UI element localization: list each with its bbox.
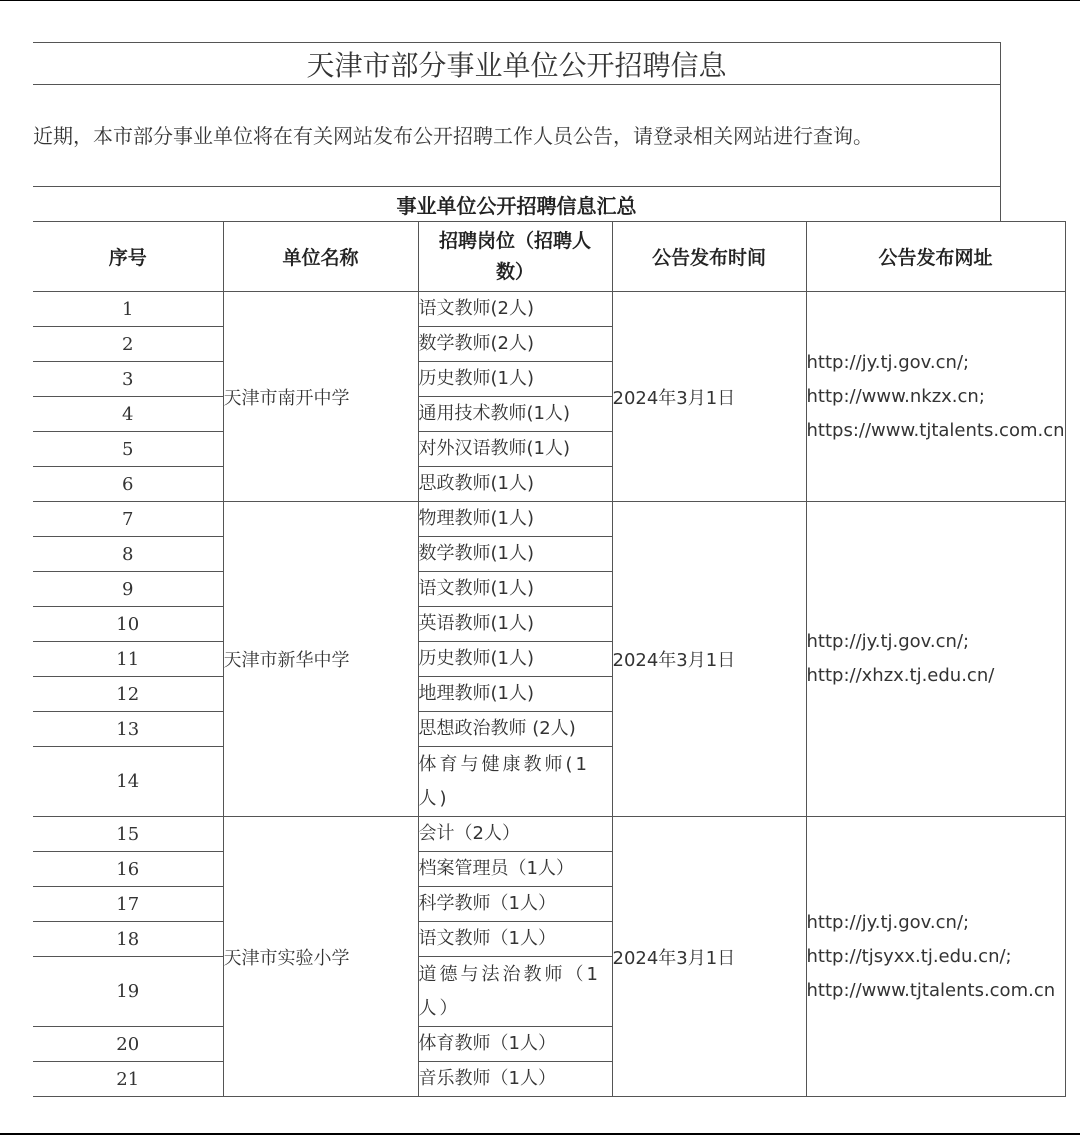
row-number: 15 [33,817,223,852]
position-cell: 对外汉语教师(1人) [418,432,612,467]
page-title: 天津市部分事业单位公开招聘信息 [33,42,1001,85]
row-number: 2 [33,327,223,362]
table-header-row [33,222,1065,292]
announcement-link[interactable]: http://jy.tj.gov.cn/; [806,351,970,373]
announcement-link[interactable]: http://www.nkzx.cn; [806,385,985,407]
position-cell: 语文教师(2人) [418,292,612,327]
row-number: 4 [33,397,223,432]
row-number: 16 [33,852,223,887]
position-cell: 历史教师(1人) [418,642,612,677]
position-cell: 道德与法治教师（1人） [418,957,612,1027]
position-cell: 英语教师(1人) [418,607,612,642]
announcement-link[interactable]: http://tjsyxx.tj.edu.cn/; [806,945,1012,967]
unit-name: 天津市新华中学 [223,502,418,817]
table-row [33,817,1065,852]
announcement-link[interactable]: http://www.tjtalents.com.cn [806,979,1056,1001]
announcement-link[interactable]: http://jy.tj.gov.cn/; [806,911,970,933]
row-number: 18 [33,922,223,957]
unit-name: 天津市南开中学 [223,292,418,502]
publish-urls [806,502,1065,817]
row-number: 8 [33,537,223,572]
row-number: 21 [33,1062,223,1097]
publish-date: 2024年3月1日 [612,502,806,817]
row-number: 17 [33,887,223,922]
bottom-border [0,1133,1080,1135]
row-number: 7 [33,502,223,537]
unit-name: 天津市实验小学 [223,817,418,1097]
publish-date: 2024年3月1日 [612,292,806,502]
top-border [0,0,1080,1]
table-body [33,292,1065,1097]
publish-date: 2024年3月1日 [612,817,806,1097]
position-cell: 历史教师(1人) [418,362,612,397]
row-number: 3 [33,362,223,397]
row-number: 20 [33,1027,223,1062]
position-cell: 物理教师(1人) [418,502,612,537]
table-row [33,292,1065,327]
header-unit: 单位名称 [223,222,418,292]
url-list [807,625,1065,693]
row-number: 10 [33,607,223,642]
publish-urls [806,817,1065,1097]
position-cell: 体育教师（1人） [418,1027,612,1062]
row-number: 9 [33,572,223,607]
position-cell: 体育与健康教师(1人) [418,747,612,817]
header-position: 招聘岗位（招聘人数） [418,222,612,292]
position-cell: 地理教师(1人) [418,677,612,712]
position-cell: 科学教师（1人） [418,887,612,922]
position-cell: 数学教师(1人) [418,537,612,572]
row-number: 12 [33,677,223,712]
header-url: 公告发布网址 [806,222,1065,292]
position-cell: 音乐教师（1人） [418,1062,612,1097]
position-cell: 语文教师(1人) [418,572,612,607]
header-no: 序号 [33,222,223,292]
position-cell: 思想政治教师 (2人) [418,712,612,747]
recruitment-table [33,221,1066,1097]
row-number: 14 [33,747,223,817]
intro-paragraph: 近期，本市部分事业单位将在有关网站发布公开招聘工作人员公告，请登录相关网站进行查询。 [33,124,873,148]
row-number: 5 [33,432,223,467]
intro-section [33,84,1001,187]
table-row [33,502,1065,537]
row-number: 6 [33,467,223,502]
announcement-link[interactable]: http://xhzx.tj.edu.cn/ [806,665,995,686]
summary-title: 事业单位公开招聘信息汇总 [33,186,1001,222]
position-cell: 会计（2人） [418,817,612,852]
position-cell: 数学教师(2人) [418,327,612,362]
row-number: 11 [33,642,223,677]
row-number: 19 [33,957,223,1027]
url-list [807,346,1065,448]
publish-urls [806,292,1065,502]
announcement-link[interactable]: https://www.tjtalents.com.cn [806,419,1065,441]
position-cell: 通用技术教师(1人) [418,397,612,432]
position-cell: 档案管理员（1人） [418,852,612,887]
header-date: 公告发布时间 [612,222,806,292]
url-list [807,906,1065,1008]
position-cell: 语文教师（1人） [418,922,612,957]
announcement-link[interactable]: http://jy.tj.gov.cn/; [806,631,970,652]
row-number: 13 [33,712,223,747]
position-cell: 思政教师(1人) [418,467,612,502]
row-number: 1 [33,292,223,327]
